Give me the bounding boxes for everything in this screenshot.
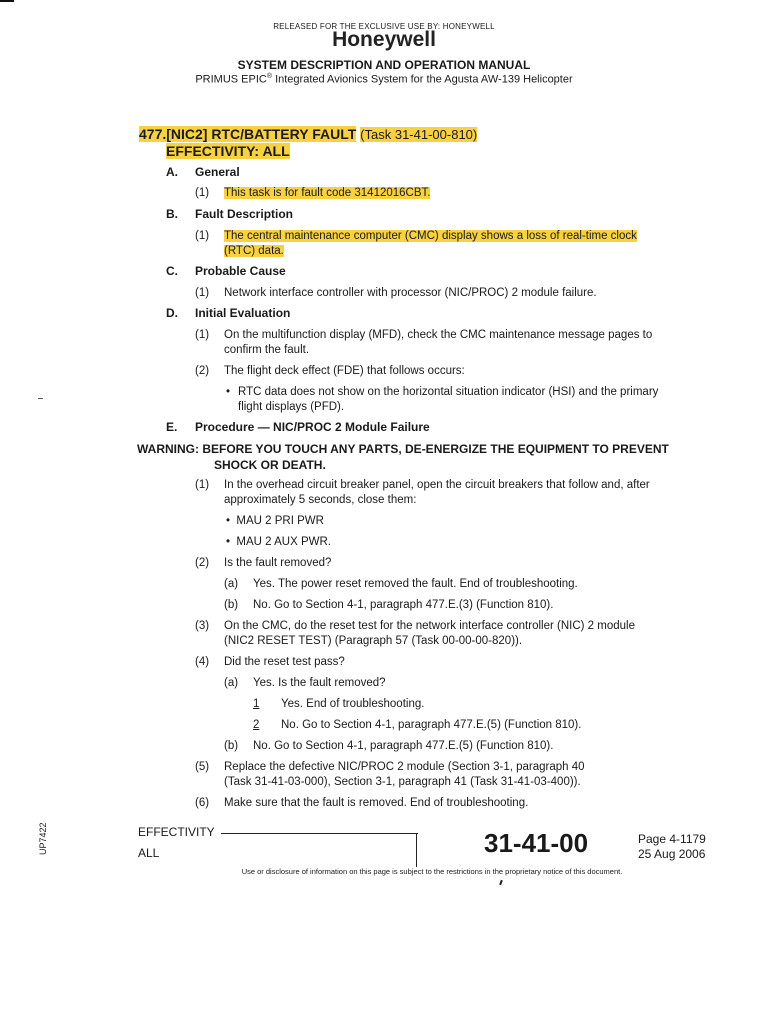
procedure-step-1-bullet-2 — [226, 535, 331, 550]
task-effectivity-text: EFFECTIVITY: ALL — [166, 143, 290, 159]
step-number: (5) — [195, 761, 210, 773]
side-document-code: UP7422 — [38, 822, 48, 855]
step-number: (6) — [195, 797, 210, 809]
step-number: (2) — [195, 557, 210, 569]
substep-number: (b) — [224, 599, 239, 611]
section-d-heading — [166, 306, 290, 320]
page-number: Page 4-1179 — [638, 832, 706, 846]
substep-text: No. Go to Section 4-1, paragraph 477.E.(5) (Function 810). — [253, 740, 554, 752]
bullet-text-line-1: RTC data does not show on the horizontal situation indicator (HSI) and the primary — [238, 386, 659, 398]
procedure-step-1-bullet-1 — [226, 514, 324, 529]
bullet-mark: • — [226, 386, 231, 398]
step-text: Is the fault removed? — [224, 557, 332, 569]
section-title: Fault Description — [195, 207, 294, 221]
item-text-line-2: confirm the fault. — [224, 344, 310, 356]
item-number: (1) — [195, 230, 210, 242]
substep-number: (b) — [224, 740, 239, 752]
task-title-text: 477.[NIC2] RTC/BATTERY FAULT — [139, 126, 357, 142]
procedure-step-6 — [195, 796, 735, 811]
section-e-heading — [166, 420, 430, 434]
section-c-item-1 — [195, 286, 735, 301]
bullet-mark: • — [226, 515, 231, 527]
procedure-step-4a-2 — [253, 718, 733, 733]
section-d-item-1 — [195, 328, 735, 358]
subsubstep-text: Yes. End of troubleshooting. — [281, 698, 425, 710]
section-title: Initial Evaluation — [195, 306, 291, 320]
item-text-line-1: The central maintenance computer (CMC) display shows a loss of real-time clock — [224, 230, 637, 242]
section-c-heading — [166, 264, 286, 278]
section-d-item-2 — [195, 364, 735, 379]
subsubstep-number: 2 — [253, 719, 260, 731]
item-text: Network interface controller with processor (NIC/PROC) 2 module failure. — [224, 287, 597, 299]
step-text: Make sure that the fault is removed. End of troubleshooting. — [224, 797, 529, 809]
brand-logo: Honeywell — [332, 28, 436, 51]
step-text-line-2: (Task 31-41-03-000), Section 3-1, paragraph 41 (Task 31-41-03-400)). — [224, 776, 581, 788]
substep-text: Yes. Is the fault removed? — [253, 677, 386, 689]
step-text-line-2: (NIC2 RESET TEST) (Paragraph 57 (Task 00-00-00-820)). — [224, 635, 523, 647]
task-number: (Task 31-41-00-810) — [360, 127, 478, 142]
step-text-line-1: In the overhead circuit breaker panel, open the circuit breakers that follow and, after — [224, 479, 650, 491]
section-d-bullet — [226, 385, 736, 415]
warning-block — [137, 441, 737, 473]
bullet-mark: • — [226, 536, 231, 548]
item-number: (2) — [195, 365, 210, 377]
bullet-text-line-2: flight displays (PFD). — [238, 401, 345, 413]
section-title: Procedure — NIC/PROC 2 Module Failure — [195, 420, 430, 434]
footer-vertical-rule — [416, 833, 417, 867]
section-letter: B. — [166, 207, 178, 221]
step-text-line-1: On the CMC, do the reset test for the network interface controller (NIC) 2 module — [224, 620, 635, 632]
procedure-step-4b — [224, 739, 734, 754]
footer-effectivity-label: EFFECTIVITY — [138, 825, 215, 839]
procedure-step-5 — [195, 760, 735, 790]
procedure-step-4a — [224, 676, 734, 691]
manual-subtitle-product: PRIMUS EPIC — [195, 73, 267, 86]
substep-text: Yes. The power reset removed the fault. End of troubleshooting. — [253, 578, 578, 590]
item-text-line-2: (RTC) data. — [224, 245, 284, 257]
procedure-step-4 — [195, 655, 735, 670]
section-letter: E. — [166, 420, 178, 434]
proprietary-notice: Use or disclosure of information on this page is subject to the restrictions in the proprietary notice of this document. — [241, 867, 623, 876]
corner-scan-mark — [0, 0, 14, 2]
section-a-heading — [166, 165, 240, 179]
warning-line-1: WARNING: BEFORE YOU TOUCH ANY PARTS, DE-ENERGIZE THE EQUIPMENT TO PREVENT — [137, 442, 669, 456]
substep-number: (a) — [224, 578, 239, 590]
section-title: Probable Cause — [195, 264, 286, 278]
procedure-step-3 — [195, 619, 735, 649]
revision-date: 25 Aug 2006 — [638, 847, 706, 861]
registered-mark: ® — [266, 73, 273, 80]
step-number: (4) — [195, 656, 210, 668]
section-b-item-1 — [195, 229, 735, 259]
section-letter: D. — [166, 306, 178, 320]
substep-number: (a) — [224, 677, 239, 689]
section-letter: C. — [166, 264, 178, 278]
step-number: (3) — [195, 620, 210, 632]
bullet-text: MAU 2 AUX PWR. — [236, 536, 331, 548]
step-text-line-1: Replace the defective NIC/PROC 2 module (Section 3-1, paragraph 40 — [224, 761, 585, 773]
page-info — [638, 832, 706, 862]
bullet-text: MAU 2 PRI PWR — [236, 515, 324, 527]
task-effectivity — [166, 143, 290, 159]
subsubstep-number: 1 — [253, 698, 260, 710]
section-letter: A. — [166, 165, 178, 179]
procedure-step-2a — [224, 577, 734, 592]
item-text-line-1: On the multifunction display (MFD), check the CMC maintenance message pages to — [224, 329, 653, 341]
section-a-item-1 — [195, 186, 735, 201]
step-text: Did the reset test pass? — [224, 656, 345, 668]
warning-line-2: SHOCK OR DEATH. — [214, 458, 326, 472]
scan-tick-mark — [499, 880, 503, 885]
manual-subtitle-rest: Integrated Avionics System for the Agusta AW-139 Helicopter — [272, 73, 573, 86]
section-title: General — [195, 165, 240, 179]
item-text: The flight deck effect (FDE) that follows occurs: — [224, 365, 465, 377]
footer-effectivity-value: ALL — [138, 846, 160, 860]
release-notice: RELEASED FOR THE EXCLUSIVE USE BY: HONEYWELL — [273, 22, 495, 31]
item-number: (1) — [195, 187, 210, 199]
subsubstep-text: No. Go to Section 4-1, paragraph 477.E.(5) (Function 810). — [281, 719, 582, 731]
task-title — [139, 126, 477, 143]
procedure-step-1 — [195, 478, 735, 508]
procedure-step-2b — [224, 598, 734, 613]
footer-divider-line — [221, 833, 418, 834]
step-text-line-2: approximately 5 seconds, close them: — [224, 494, 417, 506]
section-b-heading — [166, 207, 293, 221]
manual-subtitle — [0, 73, 768, 86]
margin-scan-mark — [38, 398, 43, 399]
procedure-step-4a-1 — [253, 697, 733, 712]
item-text: This task is for fault code 31412016CBT. — [224, 187, 431, 199]
item-number: (1) — [195, 329, 210, 341]
substep-text: No. Go to Section 4-1, paragraph 477.E.(3) (Function 810). — [253, 599, 554, 611]
manual-title: SYSTEM DESCRIPTION AND OPERATION MANUAL — [237, 58, 531, 72]
item-number: (1) — [195, 287, 210, 299]
chapter-number: 31-41-00 — [484, 828, 589, 858]
procedure-step-2 — [195, 556, 735, 571]
step-number: (1) — [195, 479, 210, 491]
